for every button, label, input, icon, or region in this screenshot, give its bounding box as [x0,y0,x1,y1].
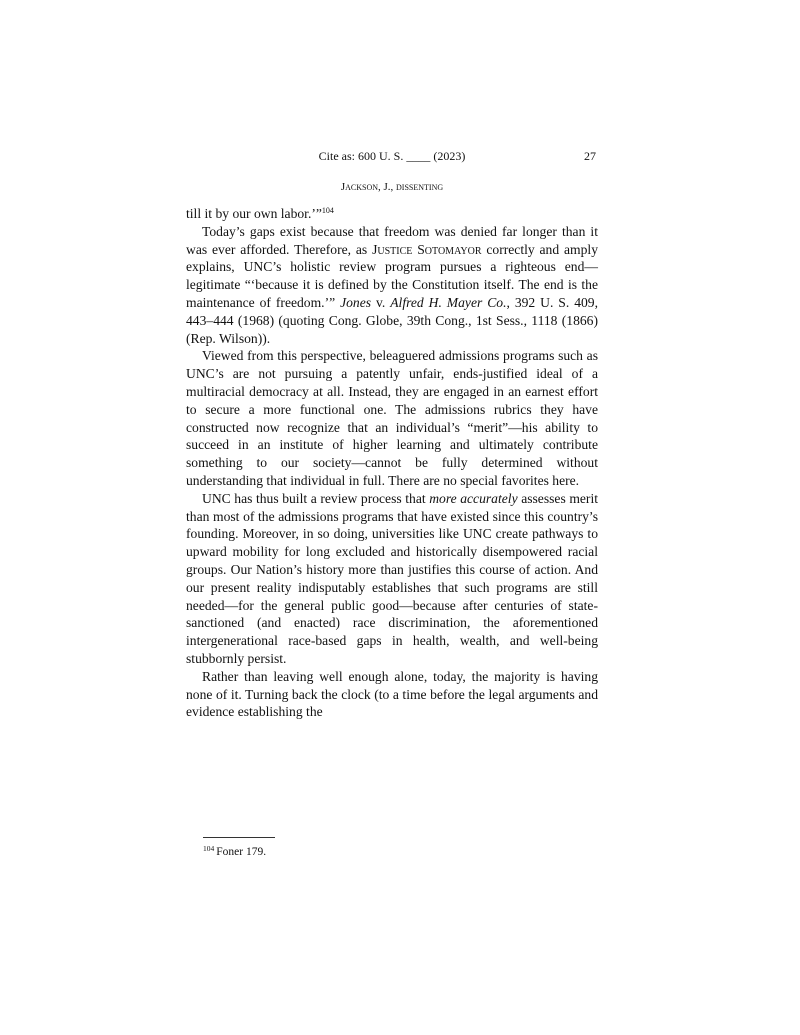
paragraph [186,490,598,668]
versus-text: v. [371,294,391,310]
footnote-number: 104 [203,844,215,853]
paragraph-continuation [186,205,598,223]
paragraph-text: correctly and amply explains, UNC’s holistic review program pursues a righteous end—legitimate “‘because it is defined by the Constitution itself. The end is the maintenance of freedom.’” [186,241,598,310]
paragraph [186,223,598,348]
case-name-party: Alfred H. Mayer Co. [390,294,507,310]
opinion-body [186,205,598,721]
footnote [203,845,266,859]
case-name-party: Jones [340,294,372,310]
paragraph-text: assesses merit than most of the admissions programs that have existed since this country’s founding. Moreover, in so doing, universities like UNC create pathways to upward mobility for long excluded and historically disempowered racial groups. Our Nation’s history more than justifies this course of action. And our present reality indisputably establishes that such programs are still needed—for the general public good—because after centuries of state-sanctioned (and enacted) race discrimination, the aforementioned intergenerational race-based gaps in health, wealth, and well-being stubbornly persist. [186,490,599,666]
paragraph-text: Today’s gaps exist because that freedom was denied far longer than it was ever afforded. Therefore, as [186,223,598,257]
opinion-author-line: Jackson, J., dissenting [340,181,444,193]
paragraph: Viewed from this perspective, beleaguered admissions programs such as UNC’s are not pursuing a patently unfair, ends-justified ideal of a multiracial democracy at all. Instead, they are engaged in an earnest effort to secure a more functional one. The admissions rubrics they have constructed now recognize that an individual’s “merit”—his ability to succeed in an institute of higher learning and ultimately contribute something to our society—cannot be fully determined without understanding that individual in full. There are no special favorites here. [186,348,598,488]
emphasis-text: more accurately [429,490,518,506]
footnote-reference: 104 [321,206,334,215]
footnote-text: Foner 179. [216,846,267,858]
paragraph-text: UNC has thus built a review process that [202,490,430,506]
justice-name: Justice Sotomayor [372,241,482,257]
paragraph-text: till it by our own labor.’” [186,206,322,221]
paragraph: Rather than leaving well enough alone, today, the majority is having none of it. Turning back the clock (to a time before the legal arguments and evidence establishing the [186,668,598,720]
paragraph-text: , 392 U. S. 409, 443–444 (1968) (quoting Cong. Globe, 39th Cong., 1st Sess., 1118 (1866) (Rep. Wilson)). [186,294,598,346]
page-number: 27 [584,149,596,163]
footnote-divider [203,837,275,838]
citation-line: Cite as: 600 U. S. ____ (2023) [318,149,466,163]
